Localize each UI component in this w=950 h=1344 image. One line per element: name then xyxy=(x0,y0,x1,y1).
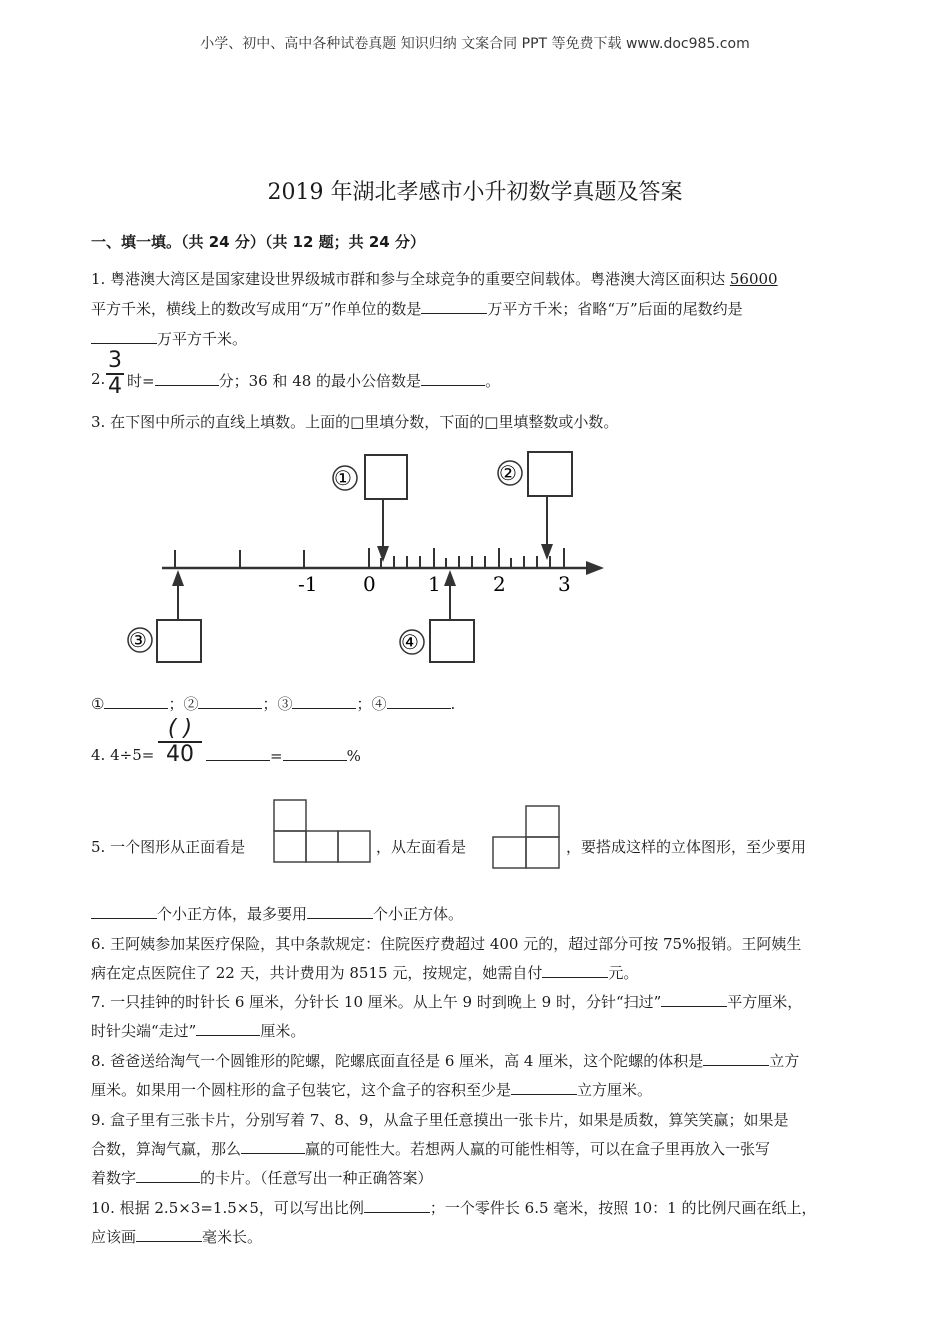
page-title: 2019 年湖北孝感市小升初数学真题及答案 xyxy=(267,180,683,205)
q5-text-c: ，要搭成这样的立体图形，至少要用 xyxy=(566,838,807,856)
answer-blank[interactable] xyxy=(364,1198,430,1213)
q7-line1: 7. 一只挂钟的时针长 6 厘米，分针长 10 厘米。从上午 9 时到晚上 9 时，分针“扫过” 平方厘米， xyxy=(91,993,803,1011)
q10-line1: 10. 根据 2.5×3=1.5×5，可以写出比例 ；一个零件长 6.5 毫米，按照 10：1 的比例尺画在纸上， xyxy=(91,1199,817,1217)
tick-label: 0 xyxy=(363,572,376,596)
q5-line2: 个小正方体，最多要用 个小正方体。 xyxy=(91,903,463,924)
answer-blank[interactable] xyxy=(206,746,270,761)
tick-label: 1 xyxy=(428,572,441,596)
q1-line2: 平方千米，横线上的数改写成用“万”作单位的数是 万平方千米；省略“万”后面的尾数约是 xyxy=(91,300,743,318)
q9-line1: 9. 盒子里有三张卡片，分别写着 7、8、9，从盒子里任意摸出一张卡片，如果是质数，算笑笑赢；如果是 xyxy=(91,1111,789,1129)
answer-blank[interactable] xyxy=(661,992,727,1007)
q7-line2: 时针尖端“走过” 厘米。 xyxy=(91,1022,306,1040)
q4-fraction: ( ) 40 xyxy=(158,718,202,766)
marker-2-label: ② xyxy=(499,461,517,485)
marker-2-arrow xyxy=(541,544,553,560)
q8-line2: 厘米。如果用一个圆柱形的盒子包装它，这个盒子的容积至少是 立方厘米。 xyxy=(91,1081,653,1099)
answer-blank[interactable] xyxy=(91,329,157,344)
answer-blank[interactable] xyxy=(421,371,485,386)
q2-text: 时= 分；36 和 48 的最小公倍数是 。 xyxy=(127,372,501,390)
marker-3-arrow xyxy=(172,570,184,586)
marker-1-arrow xyxy=(377,546,389,562)
answer-blank[interactable] xyxy=(241,1139,305,1154)
q9-line3: 着数字 的卡片。（任意写出一种正确答案） xyxy=(91,1169,433,1187)
number-line-arrowhead xyxy=(586,561,604,575)
marker-4-arrow xyxy=(444,570,456,586)
q6-line1: 6. 王阿姨参加某医疗保险，其中条款规定：住院医疗费超过 400 元的，超过部分可按 75%报销。王阿姨生 xyxy=(91,935,802,953)
front-view-figure xyxy=(273,797,373,863)
q3-answer-line: ① ；② ；③ ；④ . xyxy=(91,695,456,713)
marker-3-box xyxy=(157,620,201,662)
marker-4-box xyxy=(430,620,474,662)
answer-blank[interactable] xyxy=(198,694,262,709)
answer-blank[interactable] xyxy=(136,1227,202,1242)
answer-blank[interactable] xyxy=(283,746,347,761)
answer-blank[interactable] xyxy=(307,904,373,919)
q9-line2: 合数，算淘气赢，那么 赢的可能性大。若想两人赢的可能性相等，可以在盒子里再放入一张写 xyxy=(91,1140,771,1158)
q3-text: 3. 在下图中所示的直线上填数。上面的□里填分数，下面的□里填整数或小数。 xyxy=(91,413,619,431)
q10-line2: 应该画 毫米长。 xyxy=(91,1228,263,1246)
q1-underlined-number: 56000 xyxy=(729,270,778,288)
answer-blank[interactable] xyxy=(104,694,168,709)
left-view-figure xyxy=(492,804,562,870)
section-heading: 一、填一填。（共 24 分）（共 12 题；共 24 分） xyxy=(91,233,425,251)
q6-line2: 病在定点医院住了 22 天，共计费用为 8515 元，按规定，她需自付 元。 xyxy=(91,964,639,982)
q4-prefix: 4. 4÷5= xyxy=(91,746,155,764)
number-line-ticks xyxy=(175,548,564,568)
q5-text-b: ，从左面看是 xyxy=(376,838,467,856)
marker-3-label: ③ xyxy=(129,628,147,652)
answer-blank[interactable] xyxy=(387,694,451,709)
q5-text-a: 5. 一个图形从正面看是 xyxy=(91,838,246,856)
q2-fraction: 3 4 xyxy=(108,348,122,399)
site-header: 小学、初中、高中各种试卷真题 知识归纳 文案合同 PPT 等免费下载 www.doc985.com xyxy=(200,36,750,52)
q2-prefix: 2. xyxy=(91,370,106,388)
marker-2-box xyxy=(528,452,572,496)
answer-blank[interactable] xyxy=(196,1021,260,1036)
tick-label: 3 xyxy=(558,572,571,596)
answer-blank[interactable] xyxy=(542,963,608,978)
tick-label: 2 xyxy=(493,572,506,596)
answer-blank[interactable] xyxy=(421,299,487,314)
q1-line3: 万平方千米。 xyxy=(91,328,247,349)
marker-1-label: ① xyxy=(334,466,352,490)
marker-1-box xyxy=(365,455,407,499)
q8-line1: 8. 爸爸送给淘气一个圆锥形的陀螺，陀螺底面直径是 6 厘米，高 4 厘米，这个陀螺的体积是 立方 xyxy=(91,1052,800,1070)
answer-blank[interactable] xyxy=(155,371,219,386)
q4-text: = % xyxy=(206,746,361,765)
answer-blank[interactable] xyxy=(703,1051,769,1066)
q1-line1: 1. 粤港澳大湾区是国家建设世界级城市群和参与全球竞争的重要空间载体。粤港澳大湾区面积达 56000 xyxy=(91,270,778,288)
marker-4-label: ④ xyxy=(401,630,419,654)
answer-blank[interactable] xyxy=(292,694,356,709)
answer-blank[interactable] xyxy=(91,904,157,919)
tick-label: -1 xyxy=(298,572,318,596)
answer-blank[interactable] xyxy=(136,1168,200,1183)
number-line-figure xyxy=(0,440,950,680)
answer-blank[interactable] xyxy=(511,1080,577,1095)
